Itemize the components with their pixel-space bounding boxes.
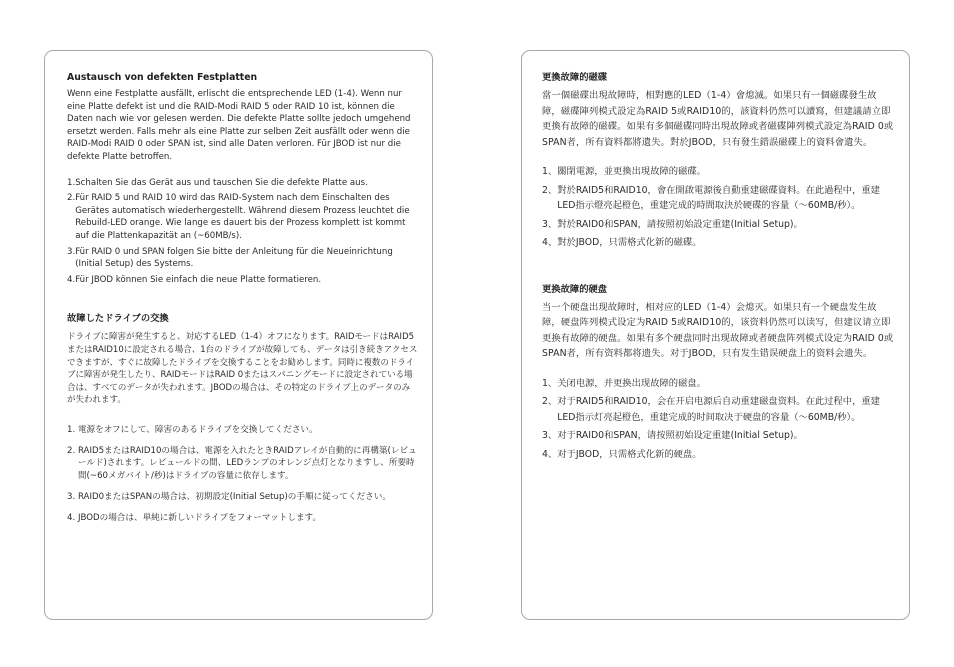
list-item: 4. JBODの場合は、単純に新しいドライブをフォーマットします。 [67, 512, 322, 523]
left-page [44, 50, 433, 620]
german-steps [67, 177, 418, 287]
list-item: 4、 对于JBOD，只需格式化新的硬盘。 [542, 448, 702, 460]
list-item: 3. RAID0またはSPANの場合は、初期設定(Initial Setup)の手順に従ってください。 [67, 492, 391, 503]
right-page [521, 50, 910, 620]
list-item: 1、 關閉電源，並更換出現故障的磁碟。 [542, 166, 706, 177]
list-item: 4. Für JBOD können Sie einfach die neue Platte formatieren. [67, 274, 322, 285]
simplified-chinese-steps [542, 376, 895, 463]
traditional-chinese-heading: 更換故障的磁碟 [542, 72, 608, 83]
german-heading: Austausch von defekten Festplatten [67, 72, 258, 83]
simplified-chinese-section [542, 283, 895, 463]
traditional-chinese-steps [542, 164, 895, 251]
list-item: 1. Schalten Sie das Gerät aus und tauschen Sie die defekte Platte aus. [67, 177, 368, 188]
list-item: 3. Für RAID 0 und SPAN folgen Sie bitte der Anleitung für die Neueinrichtung (Initial Setup) des Systems. [67, 246, 393, 270]
german-paragraph: Wenn eine Festplatte ausfällt, erlischt die entsprechende LED (1-4). Wenn nur eine Platte defekt ist und die RAID-Modi RAID 5 oder RAID 10 ist, können die Daten nach wie vor gelesen werden. Die defekte Platte sollte jedoch umgehend ersetzt werden. Falls mehr als eine Platte zur selben Zeit ausfällt oder wenn die RAID-Modi RAID 0 oder SPAN ist, sind alle Daten verloren. Für JBOD ist nur die defekte Platte betroffen. [67, 89, 411, 162]
traditional-chinese-section [542, 71, 895, 251]
german-section [67, 71, 418, 286]
japanese-steps [67, 424, 418, 525]
list-item: 2. RAID5またはRAID10の場合は、電源を入れたときRAIDアレイが自動的に再構築(レビュールド)されます。レビュールドの間、LEDランプのオレンジ点灯となりますし、所要時間(~60メガバイト/秒)はドライブの容量に依存します。 [67, 445, 417, 482]
traditional-chinese-paragraph: 當一個磁碟出現故障時，相對應的LED（1-4）會熄滅。如果只有一個磁碟發生故障，磁碟陣列模式設定為RAID 5或RAID10的，該資料仍然可以讀寫，但建議請立即更換有故障的磁碟。如果有多個磁碟同時出現故障或者磁碟陣列模式設定為RAID 0或SPAN者，所有資料都將遺失。對於JBOD，只有發生錯誤磁碟上的資料會遺失。 [542, 90, 894, 148]
list-item: 4、 對於JBOD，只需格式化新的磁碟。 [542, 237, 702, 248]
list-item: 1. 電源をオフにして、障害のあるドライブを交換してください。 [67, 424, 318, 435]
list-item: 2、 對於RAID5和RAID10，會在開啟電源後自動重建磁碟資料。在此過程中，重建LED指示燈亮起橙色，重建完成的時間取決於硬碟的容量（～60MB/秒）。 [542, 184, 880, 211]
list-item: 3、 对于RAID0和SPAN，请按照初始设定重建(Initial Setup)。 [542, 430, 803, 441]
list-item: 1、 关闭电源，并更换出现故障的磁盘。 [542, 377, 706, 389]
japanese-section [67, 312, 418, 524]
simplified-chinese-paragraph: 当一个硬盘出现故障时，相对应的LED（1-4）会熄灭。如果只有一个硬盘发生故障，硬盘阵列模式设定为RAID 5或RAID10的，该资料仍然可以读写，但建议请立即更换有故障的硬盘。如果有多个硬盘同时出现故障或者硬盘阵列模式设定为RAID 0或SPAN者，所有资料都将遗失。对于JBOD，只有发生错误硬盘上的资料会遗失。 [542, 301, 894, 359]
list-item: 2、 对于RAID5和RAID10，会在开启电源后自动重建磁盘资料。在此过程中，重建LED指示灯亮起橙色，重建完成的时间取决于硬盘的容量（～60MB/秒）。 [542, 396, 880, 423]
simplified-chinese-heading: 更换故障的硬盘 [542, 283, 608, 295]
japanese-heading: 故障したドライブの交換 [67, 313, 169, 325]
japanese-paragraph: ドライブに障害が発生すると、対応するLED（1-4）オフになります。RAIDモードはRAID5またはRAID10に設定される場合、1台のドライブが故障しても、データは引き続きアクセスできますが、すぐに故障したドライブを交換することをお勧めします。同時に複数のドライブに障害が発生したり、RAIDモードはRAID 0またはスパニングモードに設定されている場合は、すべてのデータが失われます。JBODの場合は、その特定のドライブ上のデータのみが失われます。 [67, 332, 418, 406]
list-item: 2. Für RAID 5 und RAID 10 wird das RAID-System nach dem Einschalten des Gerätes automatisch wiederhergestellt. Während diesem Prozess leuchtet die Rebuild-LED orange. Wie lange es dauert bis der Prozess komplett ist kommt auf die Plattenkapazität an (~60MB/s). [67, 193, 410, 241]
list-item: 3、 對於RAID0和SPAN，請按照初始設定重建(Initial Setup)。 [542, 218, 803, 230]
